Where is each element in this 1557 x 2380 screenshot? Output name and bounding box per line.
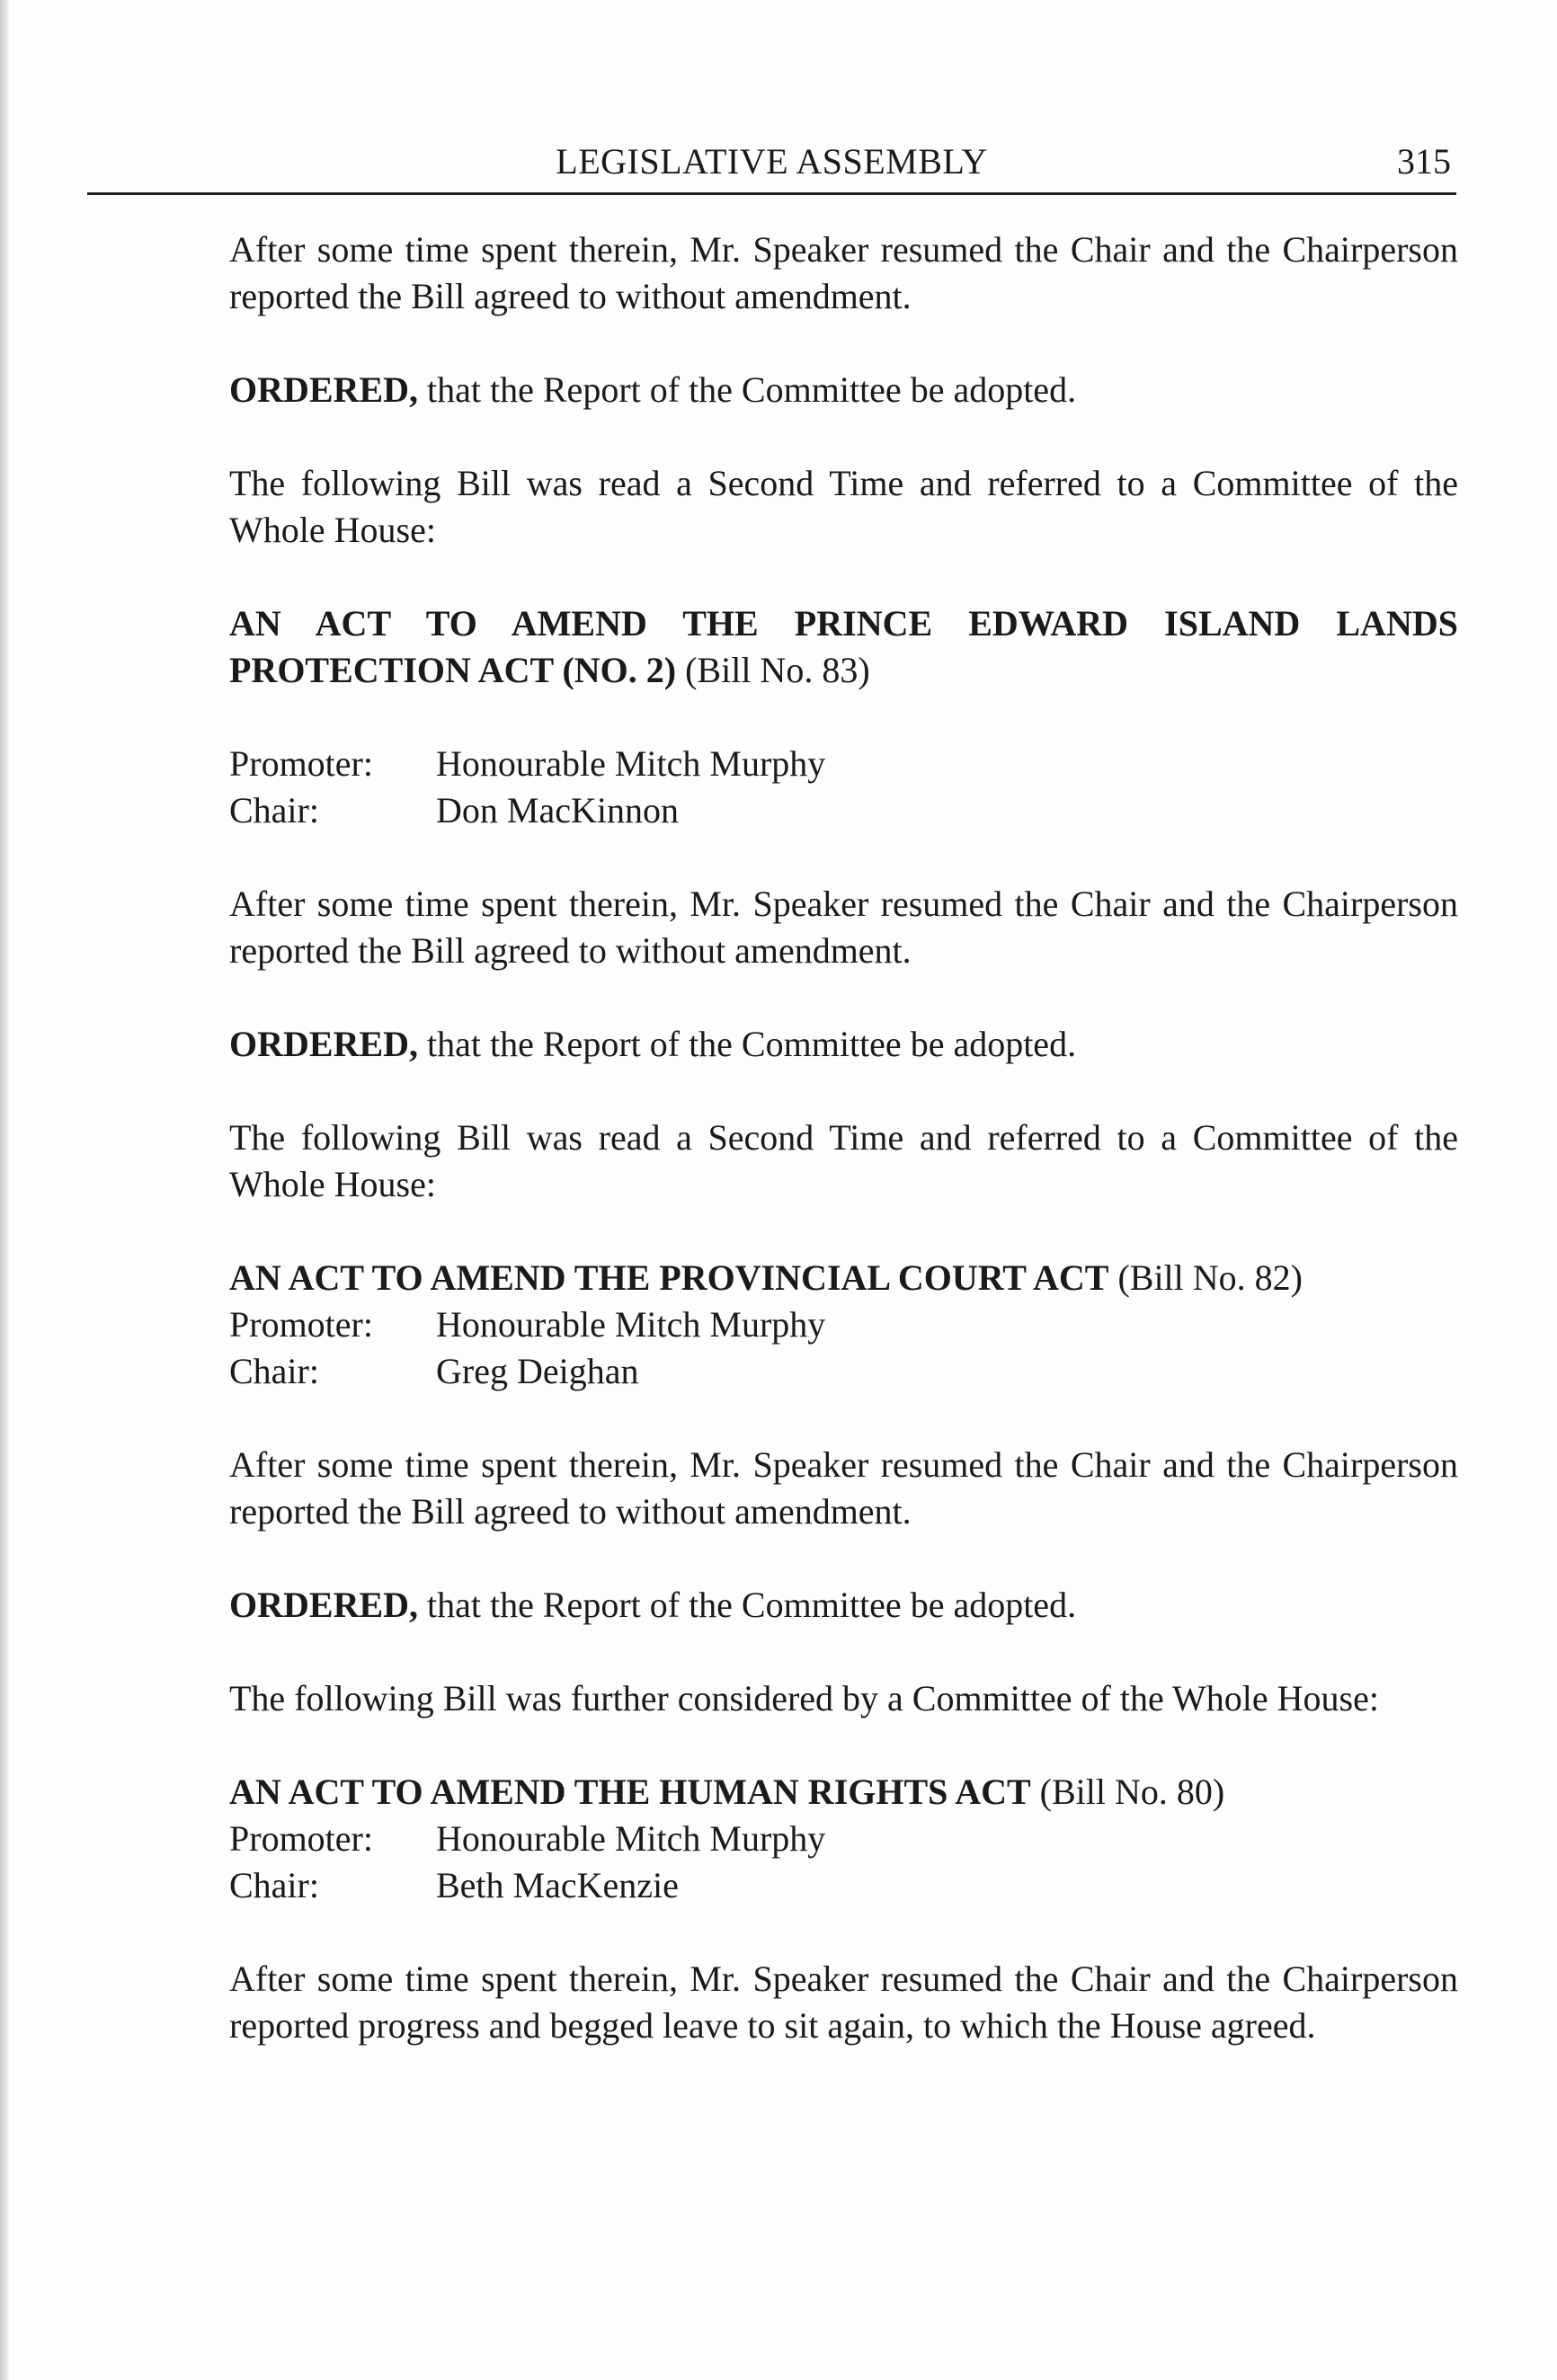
- promoter-label: Promoter:: [229, 1818, 373, 1859]
- bill-80-number: (Bill No. 80): [1030, 1772, 1225, 1812]
- paragraph-report-progress: After some time spent therein, Mr. Speaker resumed the Chair and the Chairperson reported progress and begged leave to sit again, to which the House agreed.: [229, 1958, 1458, 2046]
- promoter-name: Honourable Mitch Murphy: [436, 1818, 826, 1859]
- promoter-label: Promoter:: [229, 743, 373, 784]
- ordered-label: ORDERED,: [229, 369, 419, 410]
- chair-name: Greg Deighan: [436, 1351, 639, 1391]
- page-number: 315: [1397, 141, 1451, 182]
- bill-80-chair-row: [229, 1862, 1458, 1909]
- paragraph-report-2: After some time spent therein, Mr. Speaker resumed the Chair and the Chairperson reported the Bill agreed to without amendment.: [229, 884, 1458, 971]
- chair-name: Don MacKinnon: [436, 790, 679, 830]
- bill-82-chair-row: [229, 1348, 1458, 1395]
- document-body: [229, 226, 1458, 2049]
- header-title: LEGISLATIVE ASSEMBLY: [556, 141, 988, 182]
- promoter-label: Promoter:: [229, 1304, 373, 1345]
- ordered-label: ORDERED,: [229, 1585, 419, 1625]
- chair-label: Chair:: [229, 790, 319, 830]
- ordered-label: ORDERED,: [229, 1024, 419, 1064]
- ordered-text: that the Report of the Committee be adopted.: [418, 1585, 1077, 1625]
- ordered-text: that the Report of the Committee be adopted.: [418, 1024, 1077, 1064]
- paragraph-second-reading-1: The following Bill was read a Second Time and referred to a Committee of the Whole House:: [229, 463, 1458, 550]
- running-header: [87, 133, 1456, 195]
- ordered-paragraph-1: [229, 367, 1458, 413]
- bill-83-promoter-row: [229, 741, 1458, 787]
- page-spine-shadow: [0, 0, 9, 2380]
- chair-name: Beth MacKenzie: [436, 1865, 679, 1905]
- paragraph-report-1: After some time spent therein, Mr. Speaker resumed the Chair and the Chairperson reported the Bill agreed to without amendment.: [229, 229, 1458, 316]
- bill-82-promoter-row: [229, 1301, 1458, 1348]
- bill-82-number: (Bill No. 82): [1108, 1257, 1303, 1298]
- bill-83-heading: [229, 600, 1458, 694]
- ordered-paragraph-3: [229, 1582, 1458, 1629]
- promoter-name: Honourable Mitch Murphy: [436, 743, 826, 784]
- bill-80-title: AN ACT TO AMEND THE HUMAN RIGHTS ACT: [229, 1772, 1031, 1812]
- bill-82-title: AN ACT TO AMEND THE PROVINCIAL COURT ACT: [229, 1257, 1109, 1298]
- paragraph-report-3: After some time spent therein, Mr. Speaker resumed the Chair and the Chairperson reported the Bill agreed to without amendment.: [229, 1444, 1458, 1532]
- paragraph-second-reading-2: The following Bill was read a Second Time and referred to a Committee of the Whole House:: [229, 1117, 1458, 1204]
- bill-83-number: (Bill No. 83): [676, 650, 870, 690]
- bill-82-heading: [229, 1255, 1458, 1301]
- ordered-paragraph-2: [229, 1021, 1458, 1068]
- bill-83-chair-row: [229, 787, 1458, 834]
- chair-label: Chair:: [229, 1865, 319, 1905]
- ordered-text: that the Report of the Committee be adopted.: [418, 369, 1077, 410]
- paragraph-further-considered: The following Bill was further considered by a Committee of the Whole House:: [229, 1678, 1379, 1718]
- bill-80-heading: [229, 1769, 1458, 1816]
- bill-83-title: AN ACT TO AMEND THE PRINCE EDWARD ISLAND LANDS PROTECTION ACT (NO. 2): [229, 603, 1458, 690]
- promoter-name: Honourable Mitch Murphy: [436, 1304, 826, 1345]
- chair-label: Chair:: [229, 1351, 319, 1391]
- bill-80-promoter-row: [229, 1816, 1458, 1862]
